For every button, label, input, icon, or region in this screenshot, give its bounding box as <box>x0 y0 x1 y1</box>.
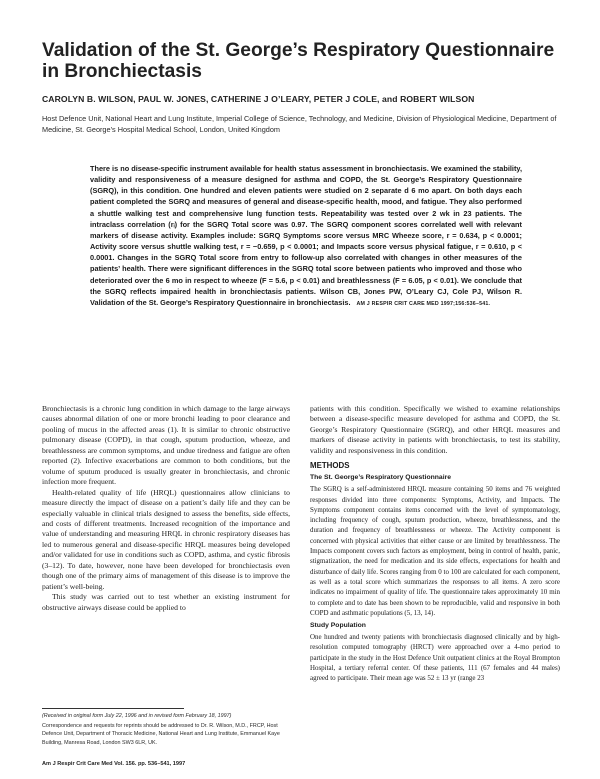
intro-paragraph-2: Health-related quality of life (HRQL) questionnaires allow clinicians to measure directly the impact of disease on a patient’s daily life and they can be especially valuable in clinical trials designed to assess the benefits, side effects, and costs of different treatments. Increased recognition of the importance and value of understanding and measuring HRQL in chronic respiratory diseases has led to numerous general and disease-specific HRQL measures being developed and/or validated for use in conditions such as COPD, asthma, and cystic fibrosis (3–12). To date, however, none have been developed for bronchiectasis even though one of the primary aims of management of this disease is to improve the patient’s well-being. <box>42 487 290 591</box>
right-column <box>310 404 560 684</box>
left-column <box>42 404 290 613</box>
sgrq-heading: The St. George’s Respiratory Questionnaire <box>310 474 452 482</box>
journal-reference: Am J Respir Crit Care Med Vol. 156. pp. 536–541, 1997 <box>42 761 186 767</box>
footnote-divider <box>42 708 184 709</box>
abstract <box>90 163 522 310</box>
received-note: (Received in original form July 22, 1996 and in revised form February 18, 1997) <box>42 713 232 719</box>
correspondence-note: Correspondence and requests for reprints should be addressed to Dr. R. Wilson, M.D., FRCP, Host Defence Unit, Department of Thoracic Medicine, National Heart and Lung Institute, Emmanuel Kaye Building, Manresa Road, London SW3 6LR, UK. <box>42 723 280 746</box>
intro-paragraph-3: This study was carried out to test whether an existing instrument for obstructive airways disease could be applied to <box>42 592 290 612</box>
study-population-heading: Study Population <box>310 622 366 630</box>
methods-heading: METHODS <box>310 461 350 471</box>
intro-paragraph-1: Bronchiectasis is a chronic lung condition in which damage to the large airways causes abnormal dilation of one or more bronchi leading to poor clearance and pooling of mucus in the affected areas (1). It is similar to chronic obstructive pulmonary disease (COPD), in that cough, sputum production, wheeze, and breathlessness are common symptoms, and undue tiredness and fatigue are often reported (2). Infective exacerbations are common to both conditions, but the volume of sputum produced is usually greater in bronchiectasis, and chronic infection more frequent. <box>42 404 290 487</box>
sgrq-paragraph: The SGRQ is a self-administered HRQL measure containing 50 items and 76 weighted responses divided into three components: Symptoms, Activity, and Impacts. The Symptoms component contains items concerned with the level of symptomatology, including frequency of cough, sputum production, wheeze, breathlessness, and the duration and frequency of breathlessness or wheeze. The Activity component is concerned with physical activities that either cause or are limited by breathlessness. The Impacts component covers such factors as employment, being in control of health, panic, stigmatization, the need for medication and its side effects, expectations for health and disturbance of daily life. Scores ranging from 0 to 100 are calculated for each component, as well as a total score which summarizes the responses to all items. A zero score indicates no impairment of quality of life. The questionnaire takes approximately 10 min to complete and to date has been shown to be reproducible, valid and responsive in both COPD and asthmatic populations (5, 13, 14). <box>310 485 560 617</box>
study-population-paragraph: One hundred and twenty patients with bronchiectasis diagnosed clinically and by high-resolution computed tomography (HRCT) were approached over a 4-mo period to participate in the study in the Host Defence Unit outpatient clinics at the Royal Brompton Hospital, a tertiary referral center. Of these patients, 111 (67 females and 44 males) agreed to participate. Their mean age was 52 ± 13 yr (range 23 <box>310 633 560 683</box>
intro-paragraph-4: patients with this condition. Specifically we wished to examine relationships between a disease-specific measure developed for asthma and COPD, the St. George’s Respiratory Questionnaire (SGRQ), and other HRQL measures and markers of disease activity in patients with bronchiectasis, to test its stability, validity and responsiveness in this condition. <box>310 404 560 455</box>
author-list: CAROLYN B. WILSON, PAUL W. JONES, CATHERINE J O’LEARY, PETER J COLE, and ROBERT WILSON <box>42 94 475 104</box>
abstract-citation: AM J RESPIR CRIT CARE MED 1997;156:536–541. <box>356 300 491 307</box>
affiliation: Host Defence Unit, National Heart and Lung Institute, Imperial College of Science, Technology, and Medicine, Division of Physiological Medicine, Department of Medicine, St. George’s Hospital Medical School, London, United Kingdom <box>42 114 557 134</box>
abstract-text: There is no disease-specific instrument available for health status assessment in bronchiectasis. We examined the stability, validity and responsiveness of a measure designed for asthma and COPD, the St. George’s Respiratory Questionnaire (SGRQ), in this condition. One hundred and eleven patients were studied on 2 separate d 6 mo apart. On both days each patient completed the SGRQ and measures of general and disease-specific health, mood, and fatigue. They also performed a shuttle walking test and comprehensive lung function tests. Repeatability was tested over 2 wk in 23 patients. The intraclass correlation (rᵢ) for the SGRQ Total score was 0.97. The SGRQ component scores correlated well with relevant markers of disease activity. Examples include: SGRQ Symptoms score versus MRC Wheeze score, r = 0.634, p < 0.0001; Activity score versus shuttle walking test, r = −0.659, p < 0.0001; and Impacts score versus physical fatigue, r = 0.610, p < 0.0001. Changes in the SGRQ Total score from entry to follow-up also correlated with changes in other measures of the patients’ health. There were significant differences in the SGRQ total score between patients who improved and those who deteriorated over the 6 mo in respect to wheeze (F = 5.6, p < 0.01) and breathlessness (F = 6.05, p < 0.01). We conclude that the SGRQ reflects impaired health in bronchiectasis patients. Wilson CB, Jones PW, O’Leary CJ, Cole PJ, Wilson R. Validation of the St. George’s Respiratory Questionnaire in bronchiectasis. <box>90 164 522 307</box>
article-title: Validation of the St. George’s Respiratory Questionnaire in Bronchiectasis <box>42 40 555 82</box>
